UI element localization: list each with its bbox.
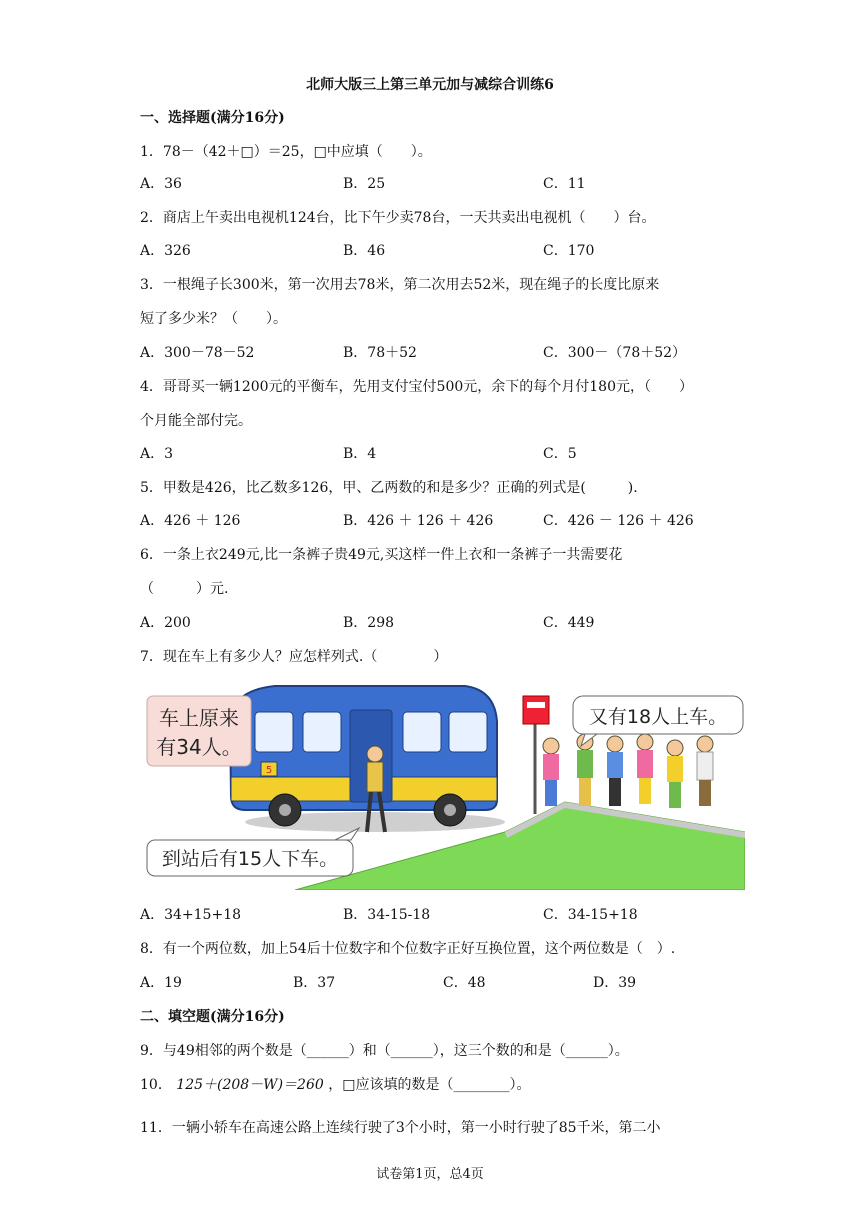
q7-option-c: C．34-15+18 bbox=[543, 907, 638, 923]
question-1: 1．78－（42＋□）＝25，□中应填（ ）。 bbox=[140, 144, 432, 160]
q1-option-a: A．36 bbox=[140, 176, 182, 192]
q10-number: 10． bbox=[140, 1077, 172, 1093]
q7-option-b: B．34-15-18 bbox=[343, 907, 431, 923]
q4-option-c: C．5 bbox=[543, 446, 577, 462]
q4-option-b: B．4 bbox=[343, 446, 377, 462]
person-exiting-head bbox=[367, 746, 383, 762]
question-4-line-1: 4．哥哥买一辆1200元的平衡车，先用支付宝付500元，余下的每个月付180元，（ ） bbox=[140, 379, 693, 395]
question-2: 2．商店上午卖出电视机124台，比下午少卖78台，一天共卖出电视机（ ）台。 bbox=[140, 210, 656, 226]
question-9: 9．与49相邻的两个数是（______）和（______），这三个数的和是（______）。 bbox=[140, 1043, 629, 1059]
bus-window-4 bbox=[449, 712, 487, 752]
bus-wheel-rear-hub bbox=[444, 804, 456, 816]
q3-option-c: C．300－（78＋52） bbox=[543, 345, 687, 361]
q8-option-c: C．48 bbox=[443, 975, 486, 991]
section-heading-choice: 一、选择题(满分16分) bbox=[140, 110, 285, 126]
q7-option-a: A．34+15+18 bbox=[140, 907, 242, 923]
q8-option-a: A．19 bbox=[140, 975, 182, 991]
bus-window-2 bbox=[303, 712, 341, 752]
q5-option-c: C．426 － 126 ＋ 426 bbox=[543, 513, 694, 529]
question-6-line-2: （ ）元. bbox=[140, 581, 229, 597]
question-4-line-2: 个月能全部付完。 bbox=[140, 413, 252, 429]
waiting-people bbox=[543, 734, 713, 808]
q8-option-d: D．39 bbox=[593, 975, 637, 991]
bus-stop-illustration bbox=[145, 682, 745, 890]
q5-option-b: B．426 ＋ 126 ＋ 426 bbox=[343, 513, 494, 529]
question-7: 7．现在车上有多少人？应怎样列式.（ ） bbox=[140, 649, 448, 665]
section-heading-fill: 二、填空题(满分16分) bbox=[140, 1009, 285, 1025]
q3-option-b: B．78＋52 bbox=[343, 345, 417, 361]
bus-wheel-front-hub bbox=[279, 804, 291, 816]
question-3-line-2: 短了多少米？（ ）。 bbox=[140, 311, 287, 327]
question-8: 8．有一个两位数，加上54后十位数字和个位数字正好互换位置，这个两位数是（ ）. bbox=[140, 941, 676, 957]
bubble-left-line-2: 有34人。 bbox=[156, 735, 242, 759]
person-exiting-body bbox=[367, 762, 383, 792]
page-footer: 试卷第1页，总4页 bbox=[376, 1167, 484, 1182]
bubble-left-line-1: 车上原来 bbox=[159, 706, 239, 730]
question-5: 5．甲数是426，比乙数多126，甲、乙两数的和是多少？正确的列式是( ). bbox=[140, 480, 638, 496]
bubble-right-text: 又有18人上车。 bbox=[588, 706, 728, 728]
question-11: 11．一辆小轿车在高速公路上连续行驶了3个小时，第一小时行驶了85千米，第二小 bbox=[140, 1120, 661, 1136]
question-3-line-1: 3．一根绳子长300米，第一次用去78米，第二次用去52米，现在绳子的长度比原来 bbox=[140, 277, 660, 293]
q6-option-c: C．449 bbox=[543, 615, 595, 631]
bus-window-1 bbox=[255, 712, 293, 752]
q6-option-b: B．298 bbox=[343, 615, 395, 631]
q2-option-a: A．326 bbox=[140, 243, 191, 259]
bubble-bottom-text: 到站后有15人下车。 bbox=[161, 848, 339, 870]
bus-stop-sign bbox=[523, 696, 549, 724]
question-6-line-1: 6．一条上衣249元,比一条裤子贵49元,买这样一件上衣和一条裤子一共需要花 bbox=[140, 547, 623, 563]
q3-option-a: A．300－78－52 bbox=[140, 345, 255, 361]
page-title: 北师大版三上第三单元加与减综合训练6 bbox=[306, 77, 554, 93]
q1-option-c: C．11 bbox=[543, 176, 586, 192]
q10-formula: 125＋(208－W)＝260 bbox=[176, 1077, 324, 1093]
q2-option-b: B．46 bbox=[343, 243, 386, 259]
q8-option-b: B．37 bbox=[293, 975, 336, 991]
q1-option-b: B．25 bbox=[343, 176, 386, 192]
bus-window-3 bbox=[403, 712, 441, 752]
q4-option-a: A．3 bbox=[140, 446, 174, 462]
q2-option-c: C．170 bbox=[543, 243, 595, 259]
q6-option-a: A．200 bbox=[140, 615, 191, 631]
question-10 bbox=[140, 1075, 530, 1095]
bus-number: 5 bbox=[265, 765, 273, 776]
q5-option-a: A．426 ＋ 126 bbox=[140, 513, 241, 529]
q10-suffix: ，□应该填的数是（________）。 bbox=[328, 1077, 531, 1093]
